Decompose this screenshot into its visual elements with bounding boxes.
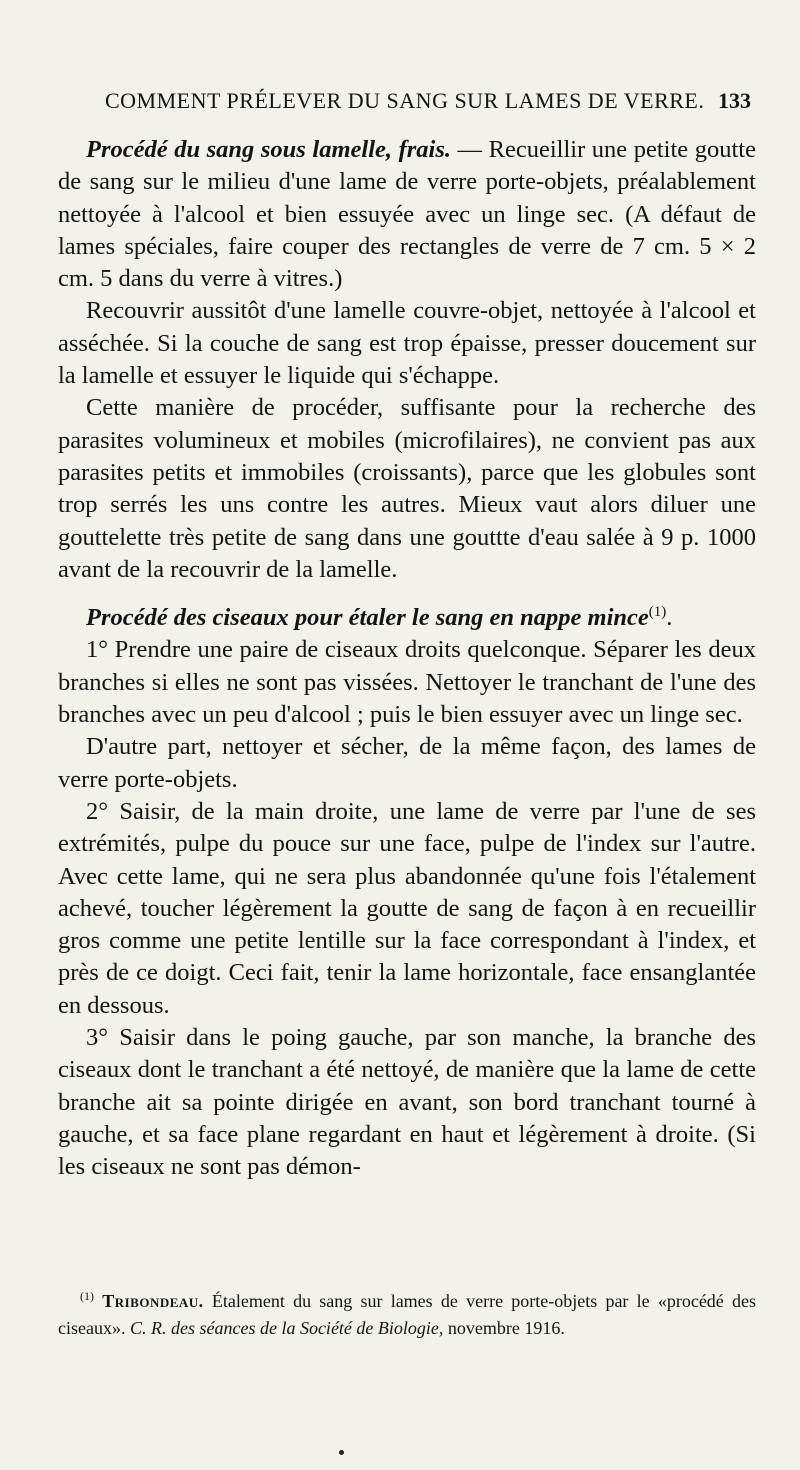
paragraph-sang-sous-lamelle <box>58 134 756 295</box>
paragraph-autre-part: D'autre part, nettoyer et sécher, de la même façon, des lames de verre porte-objets. <box>58 733 756 793</box>
paragraph-text: — Recueillir une petite goutte de sang sur le milieu d'une lame de verre porte-objets, préalablement nettoyée à l'alcool et bien essuyée avec un linge sec. (A défaut de lames spéciales, faire couper des rectangles de verre de 7 cm. 5 × 2 cm. 5 dans du verre à vitres.) <box>58 136 756 293</box>
page-header <box>0 82 800 122</box>
paragraph-step-2: 2° Saisir, de la main droite, une lame de verre par l'une de ses extrémités, pulpe du pouce sur une face, pulpe de l'index sur l'autre. Avec cette lame, qui ne sera plus abandonnée qu'une fois l'étalement achevé, toucher légèrement la goutte de sang de façon à en recueillir gros comme une petite lentille sur la face correspondant à l'index, et près de ce doigt. Ceci fait, tenir la lame horizontale, face ensanglantée en dessous. <box>58 797 756 1019</box>
body-text <box>58 134 756 1184</box>
footnote-text: Étalement du sang sur lames de verre porte-objets par le «procédé des ciseaux». <box>58 1291 757 1338</box>
paragraph-recouvrir: Recouvrir aussitôt d'une lamelle couvre-objet, nettoyée à l'alcool et asséchée. Si la couche de sang est trop épaisse, presser doucement sur la lamelle et essuyer le liquide qui s'échappe. <box>58 297 756 390</box>
page-dot-mark <box>339 1450 344 1455</box>
footnote-author: Tribondeau. <box>102 1291 204 1311</box>
paragraph-maniere-de-proceder: Cette manière de procéder, suffisante pour la recherche des parasites volumineux et mobiles (microfilaires), ne convient pas aux parasites petits et immobiles (croissants), parce que les globules sont trop serrés les uns contre les autres. Mieux vaut alors diluer une gouttelette très petite de sang dans une gouttte d'eau salée à 9 p. 1000 avant de la recouvrir de la lamelle. <box>58 394 756 583</box>
paragraph-step-1: 1° Prendre une paire de ciseaux droits quelconque. Séparer les deux branches si elles ne sont pas vissées. Nettoyer le tranchant de l'une des branches avec un peu d'alcool ; puis le bien essuyer avec un linge sec. <box>58 636 756 729</box>
footnote-end: novembre 1916. <box>443 1318 565 1338</box>
section-lead-sang-sous-lamelle: Procédé du sang sous lamelle, frais. <box>86 136 451 163</box>
page-number: 133 <box>718 88 751 113</box>
heading-end: . <box>666 604 673 632</box>
running-head: COMMENT PRÉLEVER DU SANG SUR LAMES DE VERRE. <box>105 88 705 113</box>
footnote-paragraph <box>58 1288 756 1342</box>
footnote-reference: (1) <box>648 604 667 620</box>
footnote <box>58 1288 756 1342</box>
section-heading-ciseaux <box>58 602 756 634</box>
footnote-journal: C. R. des séances de la Société de Biologie, <box>129 1318 444 1338</box>
footnote-mark: (1) <box>80 1289 94 1303</box>
section-lead-ciseaux: Procédé des ciseaux pour étaler le sang en nappe mince <box>86 604 649 632</box>
paragraph-step-3: 3° Saisir dans le poing gauche, par son manche, la branche des ciseaux dont le tranchant a été nettoyé, de manière que la lame de cette branche ait sa pointe dirigée en avant, son bord tranchant tourné à gauche, et sa face plane regardant en haut et légèrement à droite. (Si les ciseaux ne sont pas démon- <box>58 1024 756 1181</box>
